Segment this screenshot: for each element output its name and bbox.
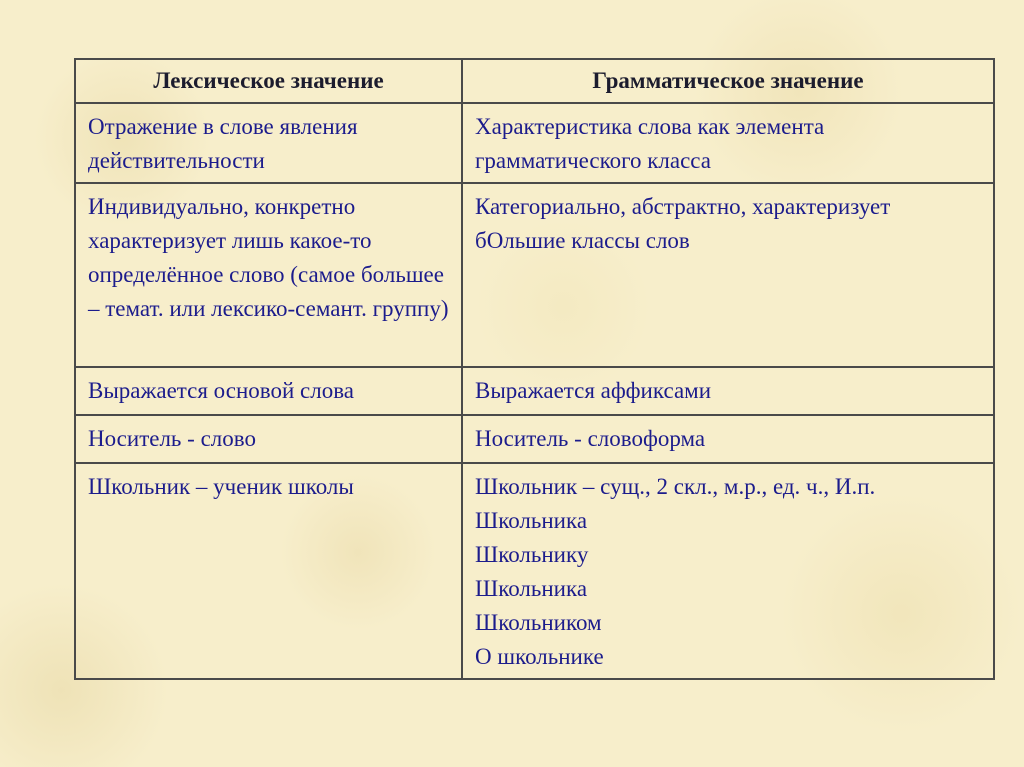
comparison-table (74, 58, 995, 680)
cell-grammatical (462, 415, 994, 463)
word-form-line: Школьнику (475, 542, 589, 567)
table-row (75, 103, 994, 183)
cell-grammatical (462, 103, 994, 183)
word-forms-list (475, 470, 983, 674)
word-form-line: О школьнике (475, 644, 604, 669)
cell-lexical (75, 463, 462, 679)
table-header-row (75, 59, 994, 103)
header-grammatical-meaning: Грамматическое значение (462, 59, 994, 103)
cell-text: Носитель - словоформа (475, 426, 706, 451)
word-form-line: Школьника (475, 508, 588, 533)
cell-lexical (75, 367, 462, 415)
cell-lexical (75, 183, 462, 367)
cell-text: Выражается основой слова (88, 378, 354, 403)
table-row (75, 183, 994, 367)
cell-text: Выражается аффиксами (475, 378, 712, 403)
cell-text: Отражение в слове явления действительности (88, 114, 358, 173)
word-form-line: Школьником (475, 610, 602, 635)
word-form-line: Школьник – сущ., 2 скл., м.р., ед. ч., И.п. (475, 474, 876, 499)
cell-grammatical (462, 367, 994, 415)
cell-text: Носитель - слово (88, 426, 256, 451)
cell-text: Категориально, абстрактно, характеризует бОльшие классы слов (475, 194, 891, 253)
cell-grammatical (462, 183, 994, 367)
cell-grammatical (462, 463, 994, 679)
cell-lexical (75, 415, 462, 463)
table-row (75, 415, 994, 463)
cell-text: Школьник – ученик школы (88, 474, 354, 499)
table-row (75, 367, 994, 415)
cell-text: Индивидуально, конкретно характеризует лишь какое-то определённое слово (самое большее – темат. или лексико-семант. группу) (88, 194, 449, 321)
header-lexical-meaning: Лексическое значение (75, 59, 462, 103)
cell-lexical (75, 103, 462, 183)
word-form-line: Школьника (475, 576, 588, 601)
table-row (75, 463, 994, 679)
cell-text: Характеристика слова как элемента грамматического класса (475, 114, 825, 173)
